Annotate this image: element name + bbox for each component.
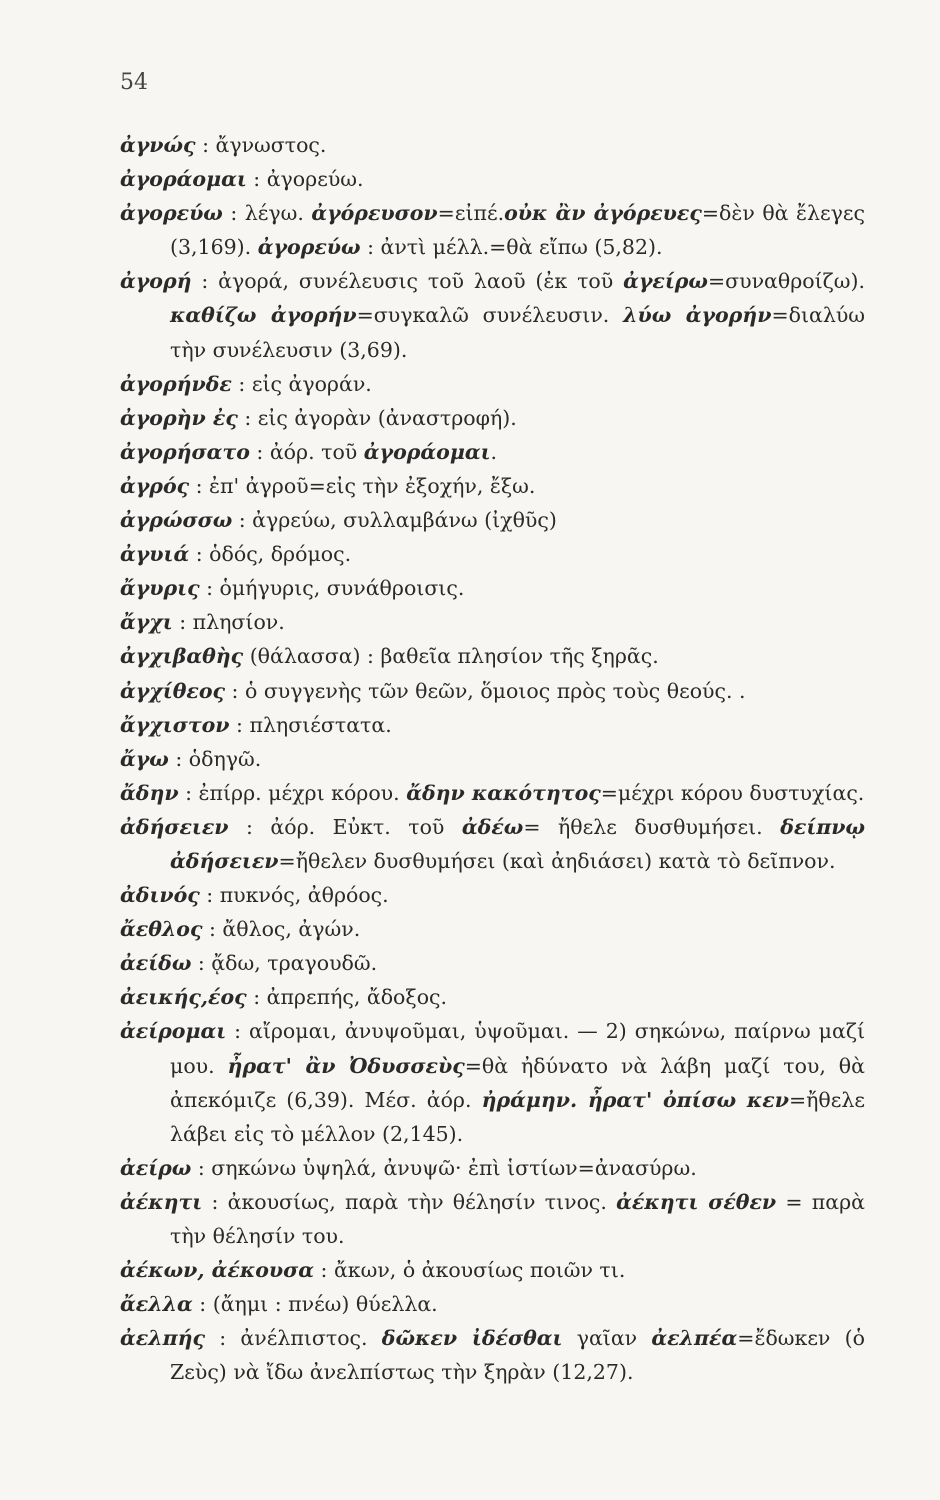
dictionary-entry <box>120 742 865 776</box>
entry-definition: =μέχρι κόρου δυστυχίας. <box>600 780 865 805</box>
entry-headword: ἀγορή <box>120 269 192 294</box>
dictionary-entry <box>120 1287 865 1321</box>
entry-phrase: δῶκεν ἰδέσθαι <box>381 1326 563 1351</box>
entry-phrase: δείπνῳ ἀδήσειεν <box>170 814 865 873</box>
entry-definition: : πλησιέστατα. <box>229 712 392 737</box>
entry-headword: ἀελπής <box>120 1326 206 1351</box>
entry-definition: =δὲν θὰ ἔλεγες (3,169). <box>170 201 865 260</box>
page-number: 54 <box>120 70 148 95</box>
dictionary-entry <box>120 810 865 878</box>
dictionary-entry <box>120 469 865 503</box>
entry-headword: ἀγρώσσω <box>120 508 233 533</box>
entry-headword: ἀγορεύω <box>120 201 223 226</box>
entry-headword: ἄγχι <box>120 610 173 635</box>
dictionary-entry <box>120 605 865 639</box>
entry-definition: =ἔδωκεν (ὁ Ζεὺς) νὰ ἴδω ἀνελπίστως τὴν ξηρὰν (12,27). <box>170 1326 865 1385</box>
entry-phrase: ἀέκητι σέθεν <box>616 1189 777 1214</box>
dictionary-entry <box>120 776 865 810</box>
entry-definition: : ἄθλος, ἀγών. <box>202 917 361 942</box>
dictionary-entry <box>120 571 865 605</box>
entry-headword: ἀγνώς <box>120 133 196 157</box>
entry-definition: : ἀόρ. Εὐκτ. τοῦ <box>228 814 462 839</box>
entry-headword: ἀγρός <box>120 473 190 498</box>
entry-definition: =εἰπέ. <box>437 201 505 226</box>
dictionary-entry <box>120 1321 865 1389</box>
entry-definition: =συναθροίζω). <box>707 269 865 294</box>
entry-headword: ἀγορήνδε <box>120 371 232 396</box>
entry-definition: : ἀγορά, συνέλευσις τοῦ λαοῦ (ἐκ τοῦ <box>191 269 624 294</box>
entry-definition: : ἄγνωστος. <box>195 133 327 157</box>
entry-definition: =ἤθελε λάβει εἰς τὸ μέλλον (2,145). <box>170 1087 865 1146</box>
entry-phrase: ἀδέω <box>461 814 524 839</box>
entry-headword: ἄεθλος <box>120 917 203 942</box>
entry-headword: ἄδην <box>120 780 179 805</box>
entry-headword: ἀδινός <box>120 883 200 908</box>
dictionary-entry <box>120 639 865 673</box>
entry-definition: = παρὰ τὴν θέλησίν του. <box>170 1189 866 1248</box>
entry-phrase: οὐκ ἂν ἀγόρευες <box>504 201 702 226</box>
dictionary-entry <box>120 980 865 1014</box>
entry-headword: ἀγορήσατο <box>120 439 250 464</box>
entry-definition: . <box>490 439 498 464</box>
entry-phrase: καθίζω ἀγορήν <box>170 303 357 328</box>
entry-phrase: ἀγόρευσον <box>311 201 438 226</box>
dictionary-entry <box>120 1151 865 1185</box>
entry-definition: =διαλύω τὴν συνέλευσιν (3,69). <box>170 303 866 362</box>
entry-definition: : ὁδηγῶ. <box>168 746 262 771</box>
dictionary-entry <box>120 878 865 912</box>
dictionary-entry <box>120 367 865 401</box>
entry-headword: ἀείρω <box>120 1155 192 1180</box>
dictionary-entry <box>120 503 865 537</box>
entry-definition: : ὁμήγυρις, συνάθροισις. <box>199 576 465 601</box>
dictionary-entry <box>120 435 865 469</box>
entry-definition: : ἀντὶ μέλλ.=θὰ εἴπω (5,82). <box>360 235 663 260</box>
entry-definition: = ἤθελε δυσθυμήσει. <box>523 814 781 839</box>
entry-phrase: ἀγοράομαι <box>363 439 491 464</box>
dictionary-entry <box>120 162 865 196</box>
dictionary-entry <box>120 401 865 435</box>
entry-definition: =συγκαλῶ συνέλευσιν. <box>356 303 624 328</box>
entry-definition: : εἰς ἀγοράν. <box>231 371 372 396</box>
entry-phrase: λύω ἀγορήν <box>623 303 772 328</box>
entry-definition: : ὁδός, δρόμος. <box>189 542 352 567</box>
entry-definition: : ἐπ' ἀγροῦ=εἰς τὴν ἐξοχήν, ἔξω. <box>189 473 536 498</box>
dictionary-entry <box>120 128 865 162</box>
dictionary-entry <box>120 196 865 264</box>
entry-headword: ἀέκητι <box>120 1189 203 1214</box>
entry-definition: =ἤθελεν δυσθυμήσει (καὶ ἀηδιάσει) κατὰ τὸ δεῖπνον. <box>278 848 836 873</box>
dictionary-entry <box>120 946 865 980</box>
entry-definition: : ὁ συγγενὴς τῶν θεῶν, ὅμοιος πρὸς τοὺς θεούς. . <box>225 678 746 703</box>
entry-definition: : ἀνέλπιστος. <box>205 1326 382 1351</box>
entry-definition: : εἰς ἀγορὰν (ἀναστροφή). <box>237 405 517 430</box>
dictionary-entry <box>120 1014 865 1150</box>
entry-headword: ἀείδω <box>120 951 192 976</box>
entry-headword: ἀγχιβαθὴς <box>120 644 244 669</box>
entry-definition: =θὰ ἠδύνατο νὰ λάβη μαζί του, θὰ ἀπεκόμιζε (6,39). Μέσ. ἀόρ. <box>170 1053 865 1112</box>
entry-definition: : ἄκων, ὁ ἀκουσίως ποιῶν τι. <box>314 1258 626 1283</box>
entry-phrase: ἄδην κακότητος <box>406 780 601 805</box>
entry-headword: ἄγχιστον <box>120 712 230 737</box>
entry-definition: (θάλασσα) : βαθεῖα πλησίον τῆς ξηρᾶς. <box>243 644 659 669</box>
entry-phrase: ἀελπέα <box>651 1326 738 1351</box>
entry-definition: : ἀπρεπής, ἄδοξος. <box>246 985 448 1010</box>
entry-definition: : (ἄημι : πνέω) θύελλα. <box>192 1292 438 1317</box>
entry-phrase: ἀγείρω <box>623 269 708 294</box>
dictionary-entry <box>120 1253 865 1287</box>
dictionary-entry <box>120 674 865 708</box>
entry-definition: : σηκώνω ὑψηλά, ἀνυψῶ· ἐπὶ ἱστίων=ἀνασύρω. <box>191 1155 697 1180</box>
entry-definition: : λέγω. <box>222 201 312 226</box>
entry-definition: : αἴρομαι, ἀνυψοῦμαι, ὑψοῦμαι. — 2) σηκώνω, παίρνω μαζί μου. <box>170 1019 865 1078</box>
entry-headword: ἄγω <box>120 746 169 771</box>
dictionary-entry <box>120 537 865 571</box>
entry-headword: ἄγυρις <box>120 576 200 601</box>
entry-definition: : πλησίον. <box>172 610 285 635</box>
entry-definition: : ἐπίρρ. μέχρι κόρου. <box>178 780 407 805</box>
dictionary-entry <box>120 264 865 366</box>
entry-definition: : πυκνός, ἀθρόος. <box>199 883 389 908</box>
entry-headword: ἀέκων, ἀέκουσα <box>120 1258 315 1283</box>
entry-definition: : ἀγορεύω. <box>246 167 364 192</box>
entry-definition: : ἀόρ. τοῦ <box>249 439 364 464</box>
entry-headword: ἀγχίθεος <box>120 678 226 703</box>
entry-headword: ἀγορὴν ἐς <box>120 405 238 430</box>
entry-headword: ἀείρομαι <box>120 1019 227 1044</box>
entry-phrase: ἦρατ' ἂν Ὀδυσσεὺς <box>227 1053 465 1078</box>
entry-headword: ἀδήσειεν <box>120 814 229 839</box>
dictionary-entry <box>120 1185 865 1253</box>
entry-headword: ἄελλα <box>120 1292 193 1317</box>
entry-definition: : ᾄδω, τραγουδῶ. <box>191 951 378 976</box>
entry-headword: ἀεικής,έος <box>120 985 247 1010</box>
entry-definition: : ἀγρεύω, συλλαμβάνω (ἰχθῦς) <box>232 508 557 533</box>
dictionary-entry <box>120 912 865 946</box>
dictionary-entries <box>120 128 865 1389</box>
entry-definition: γαῖαν <box>562 1326 652 1351</box>
entry-phrase: ἀγορεύω <box>257 235 361 260</box>
entry-definition: : ἀκουσίως, παρὰ τὴν θέλησίν τινος. <box>202 1189 617 1214</box>
dictionary-entry <box>120 708 865 742</box>
entry-phrase: ἠράμην. ἦρατ' ὀπίσω κεν <box>481 1087 789 1112</box>
entry-headword: ἀγοράομαι <box>120 167 247 192</box>
entry-headword: ἀγυιά <box>120 542 190 567</box>
